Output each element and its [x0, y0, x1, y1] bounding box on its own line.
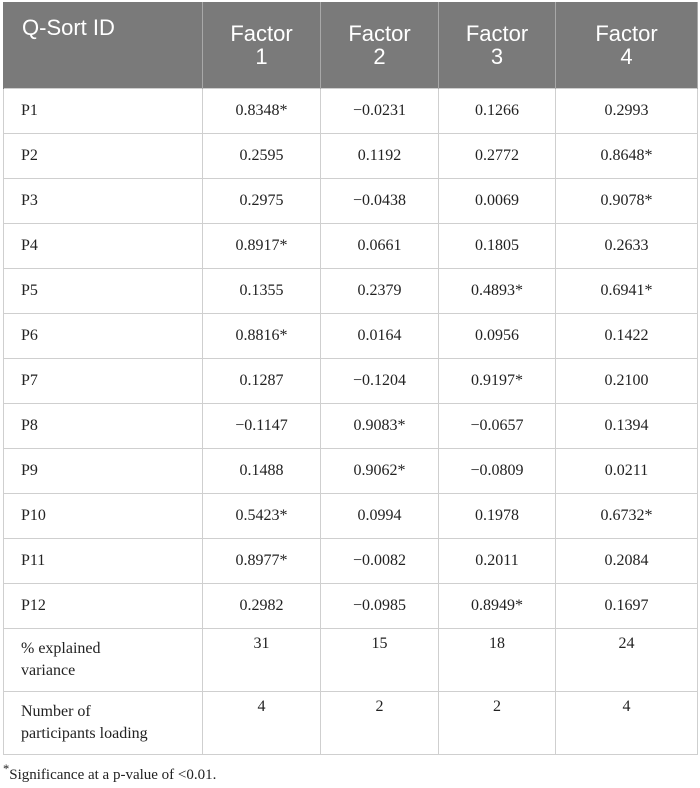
factor-3-cell: 0.9197* [439, 359, 556, 404]
row-id: P11 [4, 539, 203, 584]
factor-1-cell: 0.8977* [203, 539, 321, 584]
factor-1-cell: 0.8348* [203, 89, 321, 134]
row-id: P7 [4, 359, 203, 404]
factor-3-cell: 0.8949* [439, 584, 556, 629]
factor-2-cell: 0.0164 [321, 314, 439, 359]
table-row [4, 359, 698, 404]
factor-3-cell: 0.0069 [439, 179, 556, 224]
factor-2-cell: 0.0994 [321, 494, 439, 539]
factor-1-cell: −0.1147 [203, 404, 321, 449]
table-row [4, 404, 698, 449]
factor-4-cell: 0.6941* [556, 269, 698, 314]
factor-2-cell: 0.9062* [321, 449, 439, 494]
row-id: P2 [4, 134, 203, 179]
factor-4-cell: 0.1394 [556, 404, 698, 449]
row-id: P5 [4, 269, 203, 314]
factor-3-cell: 18 [439, 629, 556, 692]
factor-1-cell: 0.2982 [203, 584, 321, 629]
header-factor-4: Factor 4 [556, 2, 698, 89]
factor-2-cell: 0.9083* [321, 404, 439, 449]
row-id: P6 [4, 314, 203, 359]
row-id: P10 [4, 494, 203, 539]
factor-3-cell: 0.2772 [439, 134, 556, 179]
factor-4-cell: 0.2084 [556, 539, 698, 584]
factor-4-cell: 0.1422 [556, 314, 698, 359]
table-row [4, 449, 698, 494]
table-row [4, 314, 698, 359]
table-row [4, 89, 698, 134]
table-row [4, 539, 698, 584]
factor-4-cell: 0.0211 [556, 449, 698, 494]
factor-1-cell: 0.1488 [203, 449, 321, 494]
table-row [4, 224, 698, 269]
factor-4-cell: 0.2993 [556, 89, 698, 134]
factor-3-cell: 0.1978 [439, 494, 556, 539]
factor-2-cell: 0.1192 [321, 134, 439, 179]
header-factor-1: Factor 1 [203, 2, 321, 89]
factor-4-cell: 0.2100 [556, 359, 698, 404]
factor-2-cell: 0.0661 [321, 224, 439, 269]
factor-loadings-table [3, 2, 698, 755]
factor-2-cell: 15 [321, 629, 439, 692]
factor-1-cell: 0.2595 [203, 134, 321, 179]
factor-3-cell: 0.4893* [439, 269, 556, 314]
header-factor-2: Factor 2 [321, 2, 439, 89]
table-row [4, 494, 698, 539]
factor-2-cell: −0.1204 [321, 359, 439, 404]
factor-3-cell: −0.0657 [439, 404, 556, 449]
row-id: P1 [4, 89, 203, 134]
participants-loading-row [4, 692, 698, 755]
factor-4-cell: 0.6732* [556, 494, 698, 539]
row-id: P12 [4, 584, 203, 629]
factor-1-cell: 0.1355 [203, 269, 321, 314]
factor-1-cell: 0.1287 [203, 359, 321, 404]
factor-1-cell: 0.2975 [203, 179, 321, 224]
factor-3-cell: 0.0956 [439, 314, 556, 359]
factor-3-cell: 2 [439, 692, 556, 755]
factor-4-cell: 0.1697 [556, 584, 698, 629]
row-id: P8 [4, 404, 203, 449]
row-id: P3 [4, 179, 203, 224]
factor-2-cell: −0.0438 [321, 179, 439, 224]
factor-1-cell: 31 [203, 629, 321, 692]
factor-4-cell: 0.9078* [556, 179, 698, 224]
participants-loading-label: Number of participants loading [4, 692, 203, 755]
factor-2-cell: −0.0082 [321, 539, 439, 584]
factor-3-cell: 0.1805 [439, 224, 556, 269]
header-factor-3: Factor 3 [439, 2, 556, 89]
factor-1-cell: 0.5423* [203, 494, 321, 539]
table-container [3, 2, 697, 755]
table-row [4, 269, 698, 314]
explained-variance-label: % explained variance [4, 629, 203, 692]
factor-1-cell: 0.8816* [203, 314, 321, 359]
header-qsort-id: Q-Sort ID [4, 2, 203, 89]
table-row [4, 584, 698, 629]
factor-3-cell: 0.2011 [439, 539, 556, 584]
table-row [4, 134, 698, 179]
row-id: P4 [4, 224, 203, 269]
factor-2-cell: −0.0985 [321, 584, 439, 629]
factor-1-cell: 4 [203, 692, 321, 755]
factor-2-cell: 0.2379 [321, 269, 439, 314]
factor-4-cell: 4 [556, 692, 698, 755]
footnote-text: Significance at a p-value of <0.01. [9, 767, 217, 783]
row-id: P9 [4, 449, 203, 494]
factor-4-cell: 0.8648* [556, 134, 698, 179]
table-row [4, 179, 698, 224]
factor-4-cell: 24 [556, 629, 698, 692]
table-footnote [3, 762, 216, 784]
footnote-mark: * [3, 762, 10, 776]
factor-2-cell: 2 [321, 692, 439, 755]
header-row [4, 2, 698, 89]
factor-2-cell: −0.0231 [321, 89, 439, 134]
explained-variance-row [4, 629, 698, 692]
factor-1-cell: 0.8917* [203, 224, 321, 269]
factor-4-cell: 0.2633 [556, 224, 698, 269]
factor-3-cell: −0.0809 [439, 449, 556, 494]
factor-3-cell: 0.1266 [439, 89, 556, 134]
